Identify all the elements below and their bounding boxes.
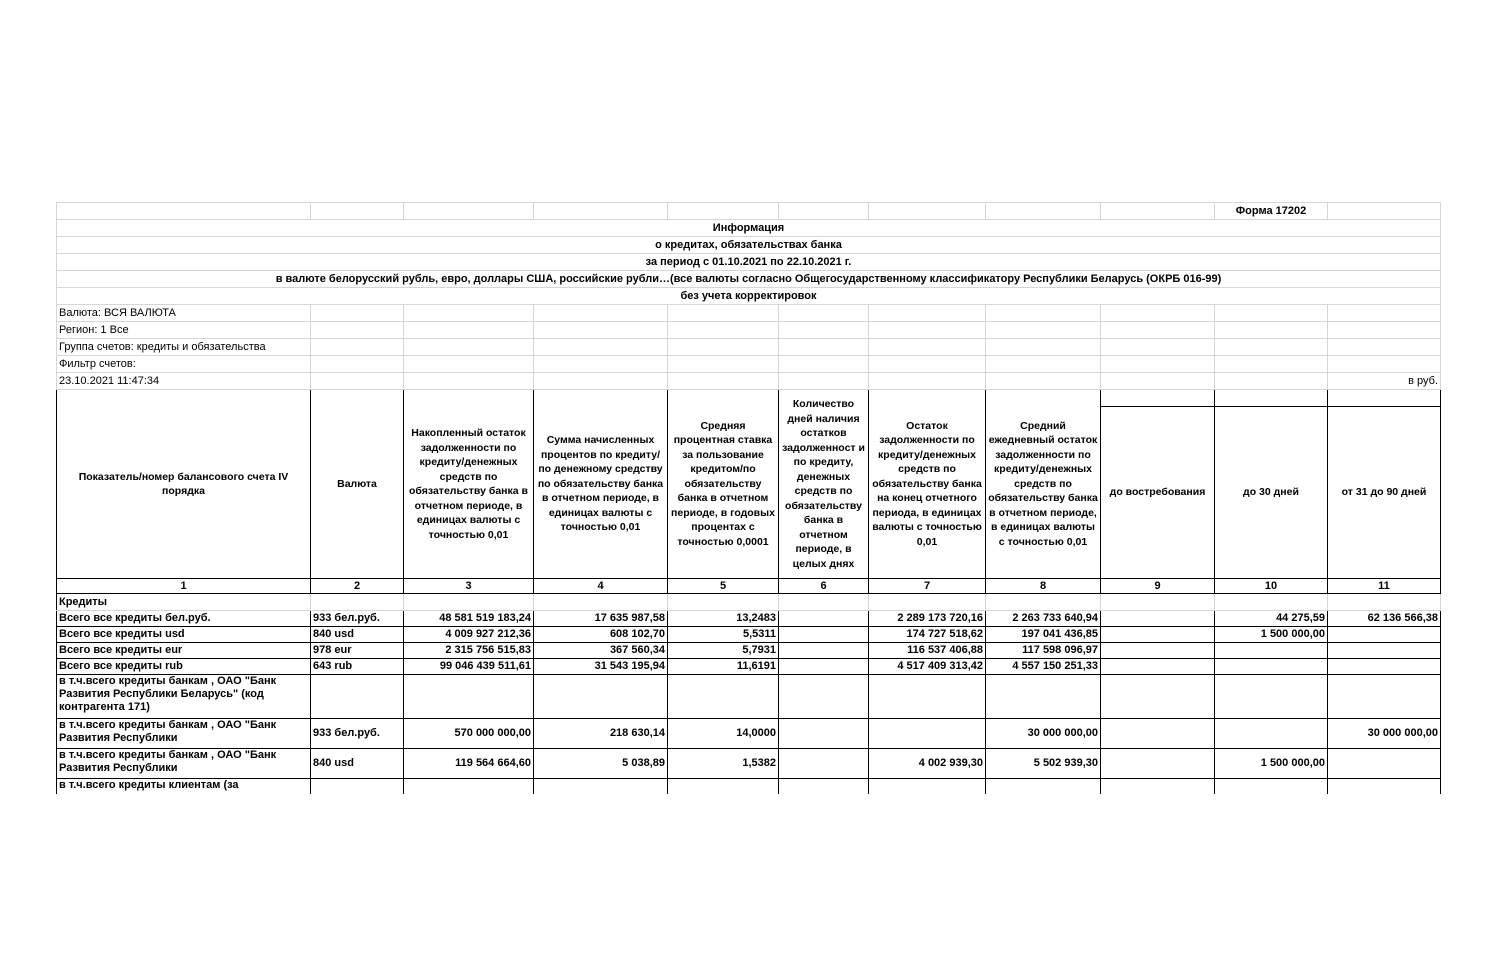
column-number: 5 xyxy=(668,579,779,594)
cell xyxy=(1101,749,1215,779)
cell xyxy=(1328,643,1441,659)
row-name: Всего все кредиты usd xyxy=(57,627,311,643)
report-table xyxy=(56,202,1441,794)
cell xyxy=(1101,719,1215,749)
table-row xyxy=(57,659,1441,675)
report-period: за период с 01.10.2021 по 22.10.2021 г. xyxy=(57,254,1441,271)
column-number: 4 xyxy=(534,579,668,594)
cell xyxy=(869,719,986,749)
cell xyxy=(869,675,986,719)
cell xyxy=(1328,659,1441,675)
cell: 44 275,59 xyxy=(1215,611,1328,627)
header-currency: Валюта xyxy=(311,390,404,579)
column-number: 2 xyxy=(311,579,404,594)
header-on-demand-cell xyxy=(1101,390,1215,579)
cell: 218 630,14 xyxy=(534,719,668,749)
column-number: 10 xyxy=(1215,579,1328,594)
cell: 11,6191 xyxy=(668,659,779,675)
header-up-to-30-days: до 30 дней xyxy=(1243,486,1299,499)
column-number: 9 xyxy=(1101,579,1215,594)
cell: 99 046 439 511,61 xyxy=(404,659,534,675)
cell: 608 102,70 xyxy=(534,627,668,643)
row-currency xyxy=(311,779,404,795)
table-row xyxy=(57,779,1441,795)
table-row xyxy=(57,627,1441,643)
cell: 30 000 000,00 xyxy=(986,719,1101,749)
header-avg-daily-balance: Средний ежедневный остаток задолженности по кредиту/денежных средств по обязательству банка в отчетном периоде, в единицах валюты с точностью 0,01 xyxy=(986,390,1101,579)
meta-units: в руб. xyxy=(1328,373,1441,390)
row-name: в т.ч.всего кредиты банкам , ОАО "Банк Развития Республики xyxy=(57,719,311,749)
header-31-90-cell xyxy=(1328,390,1441,579)
header-on-demand: до востребования xyxy=(1109,486,1206,499)
cell: 5 502 939,30 xyxy=(986,749,1101,779)
header-indicator: Показатель/номер балансового счета IV порядка xyxy=(57,390,311,579)
cell xyxy=(534,675,668,719)
cell xyxy=(1101,643,1215,659)
correction-row xyxy=(57,288,1441,305)
meta-filter-row xyxy=(57,356,1441,373)
meta-account-filter: Фильтр счетов: xyxy=(57,356,311,373)
cell xyxy=(1328,779,1441,795)
title-row xyxy=(57,220,1441,237)
meta-region: Регион: 1 Все xyxy=(57,322,311,339)
meta-group-row xyxy=(57,339,1441,356)
cell xyxy=(779,779,869,795)
meta-account-group: Группа счетов: кредиты и обязательства xyxy=(57,339,311,356)
cell: 197 041 436,85 xyxy=(986,627,1101,643)
cell xyxy=(1101,659,1215,675)
column-number: 1 xyxy=(57,579,311,594)
header-row xyxy=(57,390,1441,579)
cell xyxy=(779,675,869,719)
cell xyxy=(1215,779,1328,795)
meta-region-row xyxy=(57,322,1441,339)
cell xyxy=(668,779,779,795)
table-row xyxy=(57,675,1441,719)
report-title: Информация xyxy=(57,220,1441,237)
cell xyxy=(1215,643,1328,659)
cell: 5,5311 xyxy=(668,627,779,643)
cell: 5 038,89 xyxy=(534,749,668,779)
cell: 1,5382 xyxy=(668,749,779,779)
cell: 2 315 756 515,83 xyxy=(404,643,534,659)
report-currency-line: в валюте белорусский рубль, евро, доллары США, российские рубли…(все валюты согласно Общегосударственному классификатору Республики Беларусь (ОКРБ 016-99) xyxy=(57,271,1441,288)
cell: 13,2483 xyxy=(668,611,779,627)
form-label: Форма 17202 xyxy=(1215,203,1328,220)
cell: 62 136 566,38 xyxy=(1328,611,1441,627)
cell: 4 009 927 212,36 xyxy=(404,627,534,643)
cell: 570 000 000,00 xyxy=(404,719,534,749)
row-currency xyxy=(311,675,404,719)
cell: 174 727 518,62 xyxy=(869,627,986,643)
cell xyxy=(534,779,668,795)
cell xyxy=(1101,627,1215,643)
cell: 4 557 150 251,33 xyxy=(986,659,1101,675)
row-name: в т.ч.всего кредиты банкам , ОАО "Банк Развития Республики xyxy=(57,749,311,779)
cell xyxy=(1101,611,1215,627)
header-accumulated-balance: Накопленный остаток задолженности по кредиту/денежных средств по обязательству банка в отчетном периоде, в единицах валюты с точностью 0,01 xyxy=(404,390,534,579)
cell xyxy=(1328,749,1441,779)
table-row xyxy=(57,719,1441,749)
cell xyxy=(1101,779,1215,795)
cell xyxy=(1215,659,1328,675)
row-name: Всего все кредиты бел.руб. xyxy=(57,611,311,627)
subtitle-row xyxy=(57,237,1441,254)
meta-timestamp-row xyxy=(57,373,1441,390)
cell: 1 500 000,00 xyxy=(1215,627,1328,643)
column-number: 8 xyxy=(986,579,1101,594)
cell xyxy=(404,779,534,795)
row-name: Всего все кредиты rub xyxy=(57,659,311,675)
cell: 1 500 000,00 xyxy=(1215,749,1328,779)
cell xyxy=(779,611,869,627)
section-label: Кредиты xyxy=(57,594,311,611)
row-currency: 933 бел.руб. xyxy=(311,611,404,627)
cell: 119 564 664,60 xyxy=(404,749,534,779)
report-correction-line: без учета корректировок xyxy=(57,288,1441,305)
table-row xyxy=(57,749,1441,779)
cell xyxy=(986,675,1101,719)
header-up-to-30-cell xyxy=(1215,390,1328,579)
column-numbers-row xyxy=(57,579,1441,594)
cell xyxy=(1215,719,1328,749)
cell xyxy=(668,675,779,719)
cell: 367 560,34 xyxy=(534,643,668,659)
cell xyxy=(1101,675,1215,719)
cell xyxy=(779,659,869,675)
report-subtitle: о кредитах, обязательствах банка xyxy=(57,237,1441,254)
table-row xyxy=(57,611,1441,627)
column-number: 7 xyxy=(869,579,986,594)
column-number: 6 xyxy=(779,579,869,594)
cell: 17 635 987,58 xyxy=(534,611,668,627)
cell xyxy=(404,675,534,719)
header-interest-sum: Сумма начисленных процентов по кредиту/по денежному средству по обязательству банка в отчетном периоде, в единицах валюты с точностью 0,01 xyxy=(534,390,668,579)
header-avg-rate: Средняя процентная ставка за пользование кредитом/по обязательству банка в отчетном периоде, в годовых процентах с точностью 0,0001 xyxy=(668,390,779,579)
row-currency: 840 usd xyxy=(311,749,404,779)
currency-line-row xyxy=(57,271,1441,288)
cell: 31 543 195,94 xyxy=(534,659,668,675)
cell xyxy=(1328,675,1441,719)
row-currency: 643 rub xyxy=(311,659,404,675)
spreadsheet xyxy=(56,202,1440,794)
cell: 116 537 406,88 xyxy=(869,643,986,659)
row-currency: 840 usd xyxy=(311,627,404,643)
cell xyxy=(779,643,869,659)
cell: 2 289 173 720,16 xyxy=(869,611,986,627)
column-number: 3 xyxy=(404,579,534,594)
cell xyxy=(779,627,869,643)
table-row xyxy=(57,643,1441,659)
cell: 30 000 000,00 xyxy=(1328,719,1441,749)
meta-currency: Валюта: ВСЯ ВАЛЮТА xyxy=(57,305,311,322)
header-days-count: Количество дней наличия остатков задолженност и по кредиту, денежных средств по обязательству банка в отчетном периоде, в целых днях xyxy=(779,390,869,579)
period-row xyxy=(57,254,1441,271)
form-row xyxy=(57,203,1441,220)
row-name: Всего все кредиты eur xyxy=(57,643,311,659)
section-row xyxy=(57,594,1441,611)
row-currency: 978 eur xyxy=(311,643,404,659)
cell xyxy=(779,719,869,749)
row-name: в т.ч.всего кредиты клиентам (за xyxy=(57,779,311,795)
cell: 5,7931 xyxy=(668,643,779,659)
header-31-to-90-days: от 31 до 90 дней xyxy=(1341,486,1427,499)
cell: 4 517 409 313,42 xyxy=(869,659,986,675)
cell xyxy=(986,779,1101,795)
cell: 4 002 939,30 xyxy=(869,749,986,779)
meta-currency-row xyxy=(57,305,1441,322)
cell: 117 598 096,97 xyxy=(986,643,1101,659)
cell xyxy=(779,749,869,779)
row-name: в т.ч.всего кредиты банкам , ОАО "Банк Развития Республики Беларусь" (код контрагента 171) xyxy=(57,675,311,719)
cell xyxy=(1328,627,1441,643)
cell: 14,0000 xyxy=(668,719,779,749)
cell xyxy=(869,779,986,795)
column-number: 11 xyxy=(1328,579,1441,594)
row-currency: 933 бел.руб. xyxy=(311,719,404,749)
meta-timestamp: 23.10.2021 11:47:34 xyxy=(57,373,311,390)
header-end-balance: Остаток задолженности по кредиту/денежных средств по обязательству банка на конец отчетного периода, в единицах валюты с точностью 0,01 xyxy=(869,390,986,579)
cell xyxy=(1215,675,1328,719)
cell: 2 263 733 640,94 xyxy=(986,611,1101,627)
cell: 48 581 519 183,24 xyxy=(404,611,534,627)
